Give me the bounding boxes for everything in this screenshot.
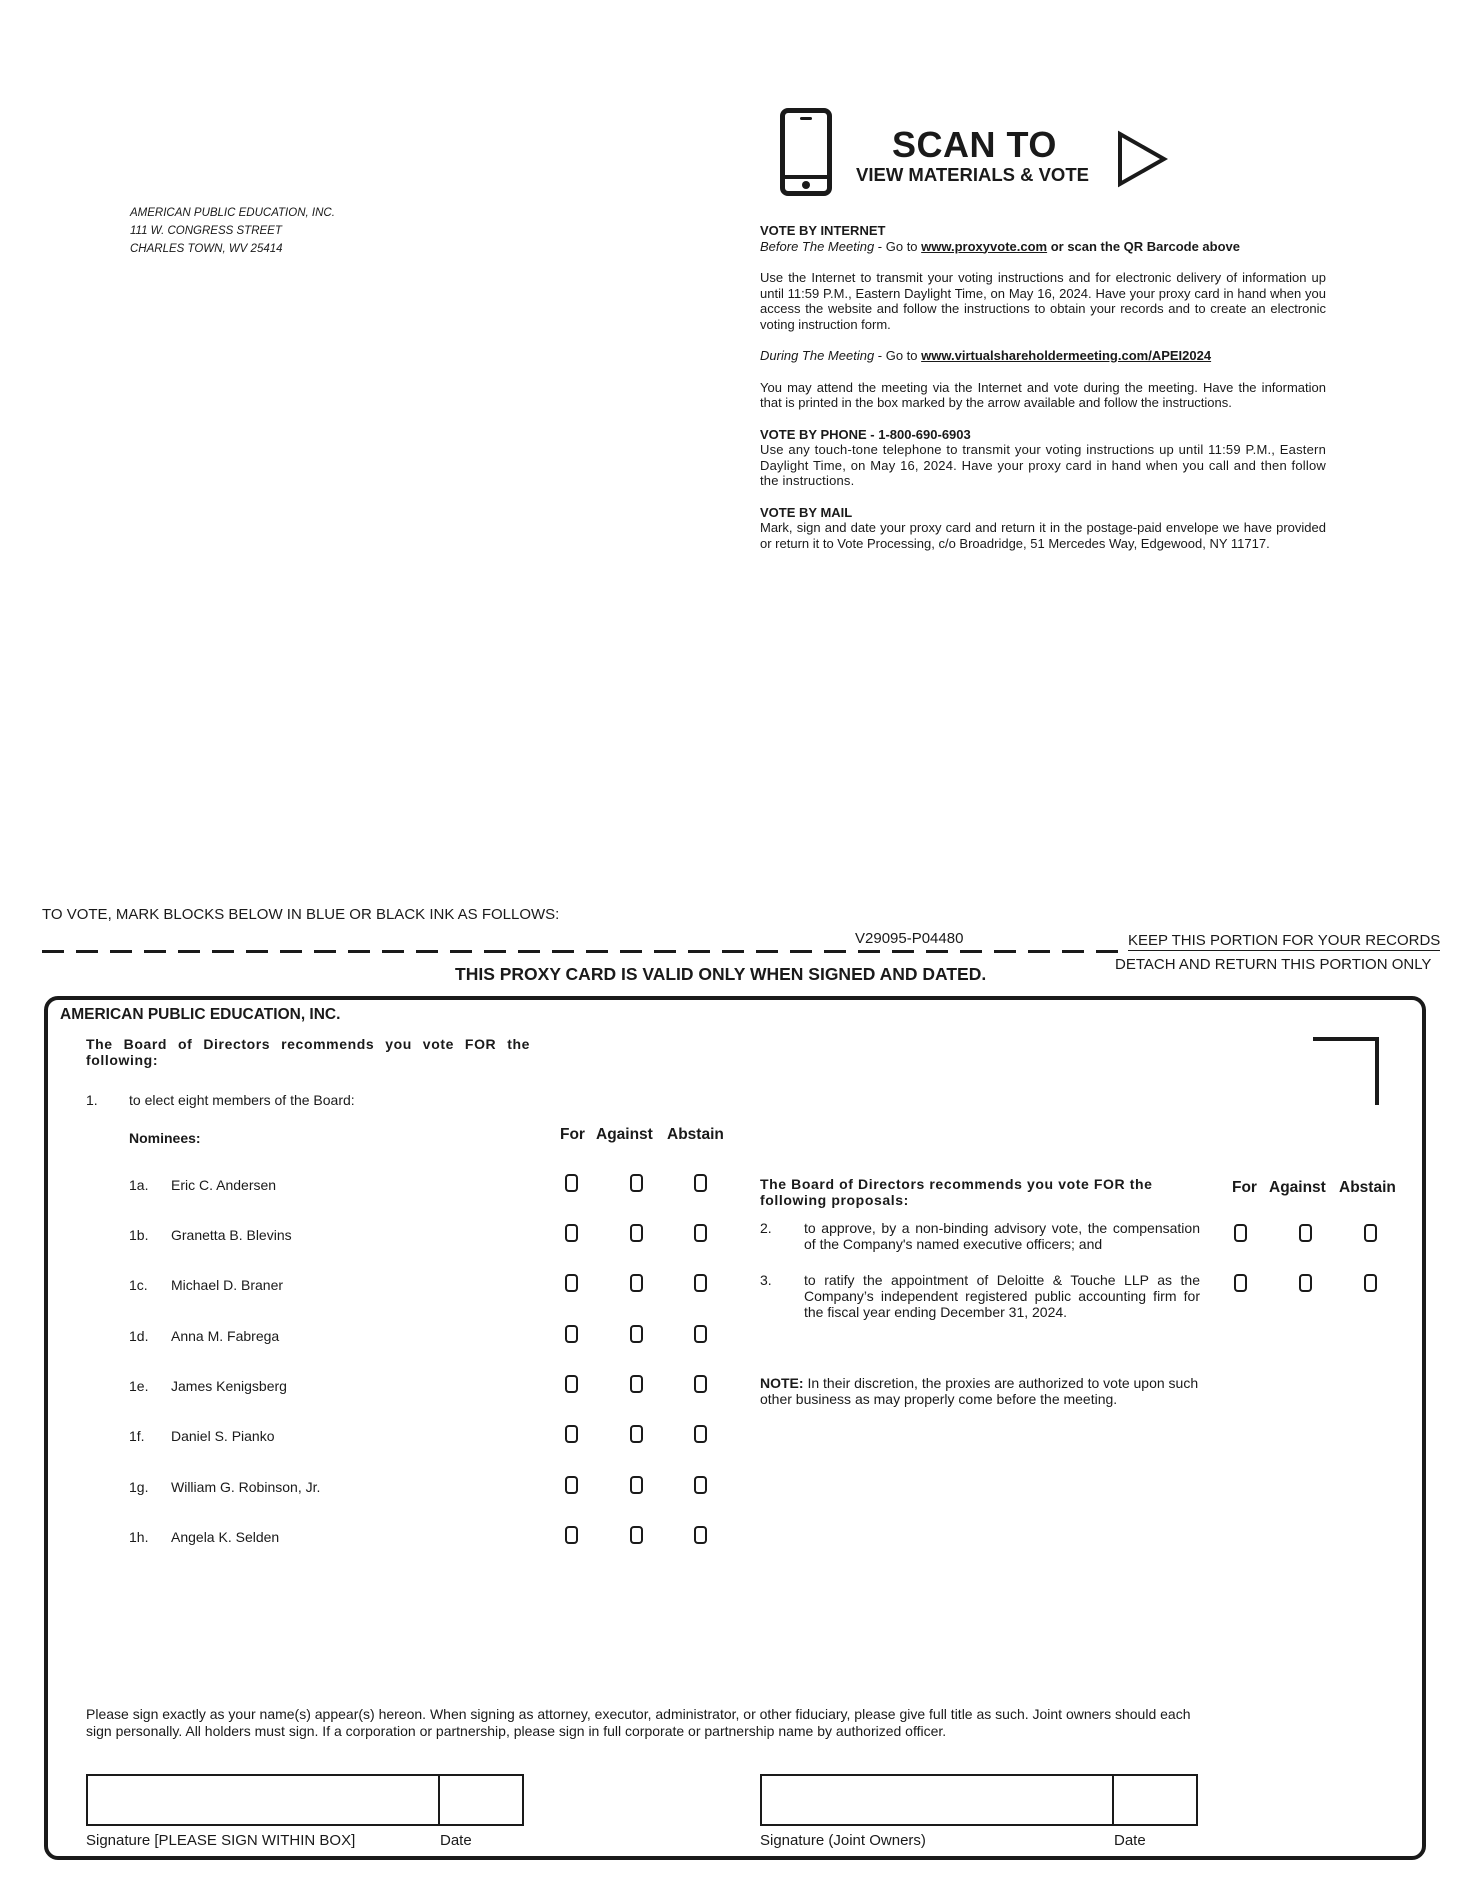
address-line: CHARLES TOWN, WV 25414 bbox=[130, 243, 283, 255]
note bbox=[760, 1375, 1200, 1407]
vote-for-checkbox[interactable] bbox=[565, 1425, 578, 1443]
during-meeting-label: During The Meeting bbox=[760, 348, 875, 363]
vote-against-checkbox[interactable] bbox=[1299, 1224, 1312, 1242]
column-header-abstain: Abstain bbox=[667, 1126, 724, 1143]
vote-abstain-checkbox[interactable] bbox=[694, 1425, 707, 1443]
vote-abstain-checkbox[interactable] bbox=[1364, 1274, 1377, 1292]
nominee-number: 1b. bbox=[129, 1227, 149, 1243]
nominee-name: James Kenigsberg bbox=[171, 1378, 287, 1394]
nominee-name: Michael D. Braner bbox=[171, 1277, 284, 1293]
column-header-abstain: Abstain bbox=[1339, 1179, 1396, 1196]
vote-mail-body: Mark, sign and date your proxy card and return it in the postage-paid envelope we have provided or return it to Vote Processing, c/o Broadridge, 51 Mercedes Way, Edgewood, NY 11717. bbox=[760, 520, 1326, 551]
vote-for-checkbox[interactable] bbox=[565, 1375, 578, 1393]
date-box[interactable] bbox=[440, 1774, 524, 1826]
detach-line bbox=[42, 950, 1122, 953]
vote-for-checkbox[interactable] bbox=[565, 1274, 578, 1292]
vote-against-checkbox[interactable] bbox=[1299, 1274, 1312, 1292]
nominee-number: 1c. bbox=[129, 1277, 148, 1293]
vote-against-checkbox[interactable] bbox=[630, 1325, 643, 1343]
vote-phone-body: Use any touch-tone telephone to transmit your voting instructions up until 11:59 P.M., Eastern Daylight Time, on May 16, 2024. Have your proxy card in hand when you call and then follow the instructions. bbox=[760, 442, 1326, 488]
vote-for-checkbox[interactable] bbox=[565, 1224, 578, 1242]
address-line: 111 W. CONGRESS STREET bbox=[130, 225, 282, 237]
scan-subtitle: VIEW MATERIALS & VOTE bbox=[856, 164, 1089, 185]
address-line: AMERICAN PUBLIC EDUCATION, INC. bbox=[130, 207, 335, 219]
item-text: to elect eight members of the Board: bbox=[129, 1092, 355, 1108]
vote-phone-heading: VOTE BY PHONE - 1-800-690-6903 bbox=[760, 426, 971, 442]
before-goto: - Go to bbox=[874, 238, 922, 254]
valid-notice: THIS PROXY CARD IS VALID ONLY WHEN SIGNED AND DATED. bbox=[455, 964, 987, 984]
proposal-text: to approve, by a non-binding advisory vote, the compensation of the Company's named executive officers; and bbox=[804, 1220, 1200, 1252]
virtual-meeting-link[interactable]: www.virtualshareholdermeeting.com/APEI2024 bbox=[921, 348, 1212, 363]
vote-abstain-checkbox[interactable] bbox=[694, 1325, 707, 1343]
nominee-name: William G. Robinson, Jr. bbox=[171, 1479, 321, 1495]
nominee-name: Anna M. Fabrega bbox=[171, 1328, 280, 1344]
vote-abstain-checkbox[interactable] bbox=[694, 1274, 707, 1292]
nominee-name: Daniel S. Pianko bbox=[171, 1428, 275, 1444]
vote-against-checkbox[interactable] bbox=[630, 1174, 643, 1192]
joint-date-label: Date bbox=[1114, 1832, 1146, 1849]
proposal-number: 2. bbox=[760, 1220, 772, 1236]
signature-label: Signature [PLEASE SIGN WITHIN BOX] bbox=[86, 1832, 356, 1849]
nominee-name: Eric C. Andersen bbox=[171, 1177, 277, 1193]
vote-for-checkbox[interactable] bbox=[565, 1526, 578, 1544]
joint-signature-box[interactable] bbox=[760, 1774, 1114, 1826]
joint-signature-label: Signature (Joint Owners) bbox=[760, 1832, 926, 1849]
vote-abstain-checkbox[interactable] bbox=[694, 1224, 707, 1242]
nominee-number: 1d. bbox=[129, 1328, 149, 1344]
vote-against-checkbox[interactable] bbox=[630, 1476, 643, 1494]
proxyvote-link[interactable]: www.proxyvote.com bbox=[921, 238, 1048, 254]
date-label: Date bbox=[440, 1832, 472, 1849]
vote-mail-heading: VOTE BY MAIL bbox=[760, 504, 853, 520]
vote-abstain-checkbox[interactable] bbox=[694, 1526, 707, 1544]
vote-against-checkbox[interactable] bbox=[630, 1375, 643, 1393]
column-header-for: For bbox=[1232, 1179, 1257, 1196]
detach-return-label: DETACH AND RETURN THIS PORTION ONLY bbox=[1115, 956, 1432, 973]
vote-for-checkbox[interactable] bbox=[1234, 1224, 1247, 1242]
note-label: NOTE: bbox=[760, 1375, 804, 1391]
nominee-number: 1f. bbox=[129, 1428, 145, 1444]
vote-abstain-checkbox[interactable] bbox=[1364, 1224, 1377, 1242]
note-text: In their discretion, the proxies are authorized to vote upon such other business as may properly come before the meeting. bbox=[760, 1375, 1199, 1407]
play-arrow-icon bbox=[1116, 130, 1168, 188]
nominee-number: 1g. bbox=[129, 1479, 149, 1495]
phone-icon bbox=[780, 108, 832, 196]
joint-date-box[interactable] bbox=[1114, 1774, 1198, 1826]
vote-against-checkbox[interactable] bbox=[630, 1274, 643, 1292]
vote-against-checkbox[interactable] bbox=[630, 1425, 643, 1443]
scan-to-vote bbox=[780, 108, 1180, 200]
vote-internet-heading: VOTE BY INTERNET bbox=[760, 223, 886, 238]
vote-against-checkbox[interactable] bbox=[630, 1224, 643, 1242]
nominee-name: Angela K. Selden bbox=[171, 1529, 280, 1545]
during-meeting-body: You may attend the meeting via the Internet and vote during the meeting. Have the information that is printed in the box marked by the arrow available and follow the instructions. bbox=[760, 379, 1326, 410]
vote-abstain-checkbox[interactable] bbox=[694, 1375, 707, 1393]
board-recommendation-1: The Board of Directors recommends you vote FOR the following: bbox=[86, 1036, 530, 1068]
signing-instructions: Please sign exactly as your name(s) appear(s) hereon. When signing as attorney, executor, administrator, or other fiduciary, please give full title as such. Joint owners should each sign personally. All holders must sign. If a corporation or partnership, please sign in full corporate or partnership name by authorized officer. bbox=[86, 1706, 1191, 1739]
qr-instruction: or scan the QR Barcode above bbox=[1047, 238, 1240, 254]
vote-against-checkbox[interactable] bbox=[630, 1526, 643, 1544]
nominees-label: Nominees: bbox=[129, 1130, 201, 1146]
board-recommendation-2: The Board of Directors recommends you vote FOR the following proposals: bbox=[760, 1176, 1153, 1208]
voting-instructions bbox=[760, 223, 1326, 551]
column-header-against: Against bbox=[596, 1126, 653, 1143]
vote-for-checkbox[interactable] bbox=[565, 1476, 578, 1494]
before-meeting-body: Use the Internet to transmit your voting instructions and for electronic delivery of information up until 11:59 P.M., Eastern Daylight Time, on May 16, 2024. Have your proxy card in hand when you access the website and follow the instructions to obtain your records and to create an electronic voting instruction form. bbox=[760, 270, 1326, 332]
nominee-number: 1h. bbox=[129, 1529, 149, 1545]
card-company-name: AMERICAN PUBLIC EDUCATION, INC. bbox=[60, 1006, 341, 1023]
nominee-name: Granetta B. Blevins bbox=[171, 1227, 292, 1243]
column-header-for: For bbox=[560, 1126, 585, 1143]
control-code: V29095-P04480 bbox=[855, 930, 964, 947]
keep-portion-label: KEEP THIS PORTION FOR YOUR RECORDS bbox=[1128, 932, 1441, 949]
nominee-number: 1a. bbox=[129, 1177, 149, 1193]
scan-title: SCAN TO bbox=[892, 124, 1057, 165]
mailing-address bbox=[130, 204, 335, 258]
vote-for-checkbox[interactable] bbox=[565, 1174, 578, 1192]
before-meeting-line bbox=[760, 239, 1326, 255]
column-header-against: Against bbox=[1269, 1179, 1326, 1196]
signature-box[interactable] bbox=[86, 1774, 440, 1826]
vote-abstain-checkbox[interactable] bbox=[694, 1174, 707, 1192]
during-meeting-line bbox=[760, 348, 1326, 364]
nominee-number: 1e. bbox=[129, 1378, 149, 1394]
corner-mark bbox=[1313, 1037, 1379, 1105]
during-goto: - Go to bbox=[874, 348, 922, 363]
vote-abstain-checkbox[interactable] bbox=[694, 1476, 707, 1494]
vote-for-checkbox[interactable] bbox=[1234, 1274, 1247, 1292]
before-meeting-label: Before The Meeting bbox=[760, 238, 875, 254]
vote-for-checkbox[interactable] bbox=[565, 1325, 578, 1343]
proposal-text: to ratify the appointment of Deloitte & Touche LLP as the Company’s independent registered public accounting firm for the fiscal year ending December 31, 2024. bbox=[804, 1272, 1200, 1320]
item-number: 1. bbox=[86, 1092, 98, 1108]
mark-instructions: TO VOTE, MARK BLOCKS BELOW IN BLUE OR BLACK INK AS FOLLOWS: bbox=[42, 906, 560, 923]
proposal-number: 3. bbox=[760, 1272, 772, 1288]
